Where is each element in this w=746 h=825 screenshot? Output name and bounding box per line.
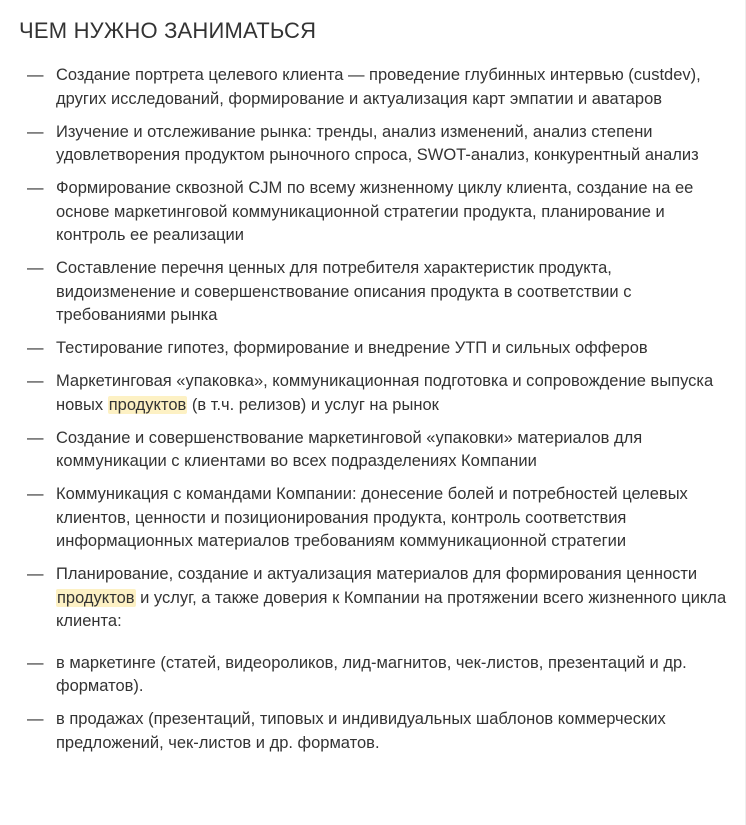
highlighted-term: продуктов [108,395,187,414]
list-item-text: Тестирование гипотез, формирование и внедрение УТП и сильных офферов [56,339,648,357]
list-item [0,652,746,699]
list-item-text: в продажах (презентаций, типовых и индивидуальных шаблонов коммерческих предложений, чек-листов и др. форматов. [56,710,666,752]
dash-bullet-icon: — [27,653,44,672]
list-item-text: Формирование сквозной CJM по всему жизненному циклу клиента, создание на ее основе маркетинговой коммуникационной стратегии продукта, планирование и контроль ее реализации [56,179,694,244]
list-item [0,708,746,755]
section-title: ЧЕМ НУЖНО ЗАНИМАТЬСЯ [19,18,317,43]
list-item-text: Создание и совершенствование маркетинговой «упаковки» материалов для коммуникации с клиентами во всех подразделениях Компании [56,428,643,470]
dash-bullet-icon: — [27,428,44,447]
list-item-text: Маркетинговая «упаковка», коммуникационная подготовка и сопровождение выпуска новых [56,372,714,414]
list-item-text: Создание портрета целевого клиента — проведение глубинных интервью (custdev), других исследований, формирование и актуализация карт эмпатии и аватаров [56,66,701,108]
list-item [0,483,746,554]
list-item [0,427,746,474]
list-item-text: (в т.ч. релизов) и услуг на рынок [187,395,439,414]
dash-bullet-icon: — [27,565,44,583]
list-item [0,177,746,248]
dash-bullet-icon: — [27,122,44,141]
list-item [0,257,746,328]
list-item-text: Коммуникация с командами Компании: донесение болей и потребностей целевых клиентов, ценности и позиционирования продукта, контроль соответствия информационных материалов требованиям коммуникационной стратегии [56,485,688,550]
dash-bullet-icon: — [27,259,44,277]
dash-bullet-icon: — [27,179,44,197]
dash-bullet-icon: — [27,339,44,357]
list-item [0,370,746,417]
list-item-text: Изучение и отслеживание рынка: тренды, анализ изменений, анализ степени удовлетворения продуктом рыночного спроса, SWOT-анализ, конкурентный анализ [56,122,699,164]
list-item-text: Планирование, создание и актуализация материалов для формирования ценности [56,565,698,583]
dash-bullet-icon: — [27,485,44,503]
list-item [0,121,746,168]
list-item-text: Составление перечня ценных для потребителя характеристик продукта, видоизменение и совершенствование описания продукта в соответствии с требованиями рынка [56,259,632,324]
list-item [0,337,746,361]
list-item [0,563,746,634]
duties-list [0,64,746,765]
list-item [0,64,746,111]
list-item-text: и услуг, а также доверия к Компании на протяжении всего жизненного цикла клиента: [56,588,727,630]
highlighted-term: продуктов [57,588,135,607]
list-item-text: в маркетинге (статей, видеороликов, лид-магнитов, чек-листов, презентаций и др. форматов). [56,653,687,695]
dash-bullet-icon: — [27,66,44,84]
dash-bullet-icon: — [27,372,44,390]
dash-bullet-icon: — [27,710,44,728]
